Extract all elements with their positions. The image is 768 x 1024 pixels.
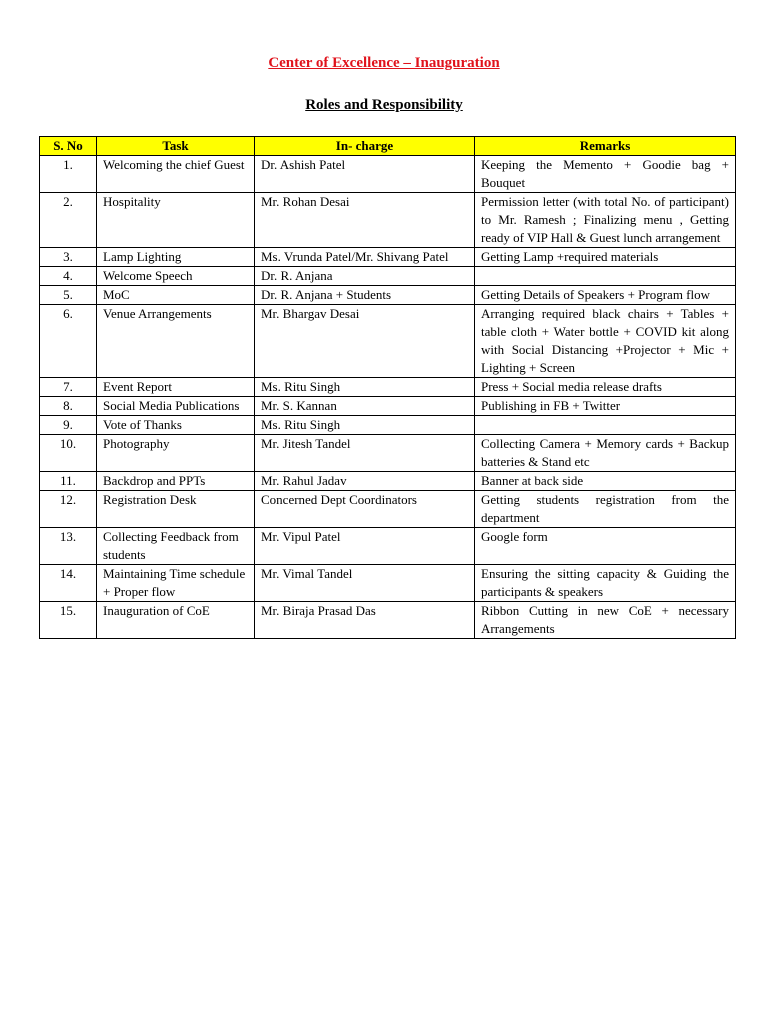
table-row — [40, 397, 736, 416]
cell-incharge: Ms. Vrunda Patel/Mr. Shivang Patel — [255, 248, 475, 267]
cell-sno: 7. — [40, 378, 97, 397]
cell-remarks: Ribbon Cutting in new CoE + necessary Arrangements — [475, 602, 736, 639]
cell-task: Registration Desk — [97, 491, 255, 528]
cell-task: Maintaining Time schedule + Proper flow — [97, 565, 255, 602]
cell-sno: 2. — [40, 193, 97, 248]
cell-sno: 8. — [40, 397, 97, 416]
cell-remarks: Press + Social media release drafts — [475, 378, 736, 397]
table-row — [40, 491, 736, 528]
table-row — [40, 248, 736, 267]
cell-incharge: Dr. R. Anjana — [255, 267, 475, 286]
header-remarks: Remarks — [475, 137, 736, 156]
cell-task: Photography — [97, 435, 255, 472]
cell-sno: 5. — [40, 286, 97, 305]
cell-sno: 6. — [40, 305, 97, 378]
cell-remarks: Permission letter (with total No. of participant) to Mr. Ramesh ; Finalizing menu , Getting ready of VIP Hall & Guest lunch arrangement — [475, 193, 736, 248]
cell-remarks — [475, 267, 736, 286]
cell-sno: 11. — [40, 472, 97, 491]
table-header-row — [40, 137, 736, 156]
cell-task: Social Media Publications — [97, 397, 255, 416]
cell-remarks: Getting Details of Speakers + Program flow — [475, 286, 736, 305]
cell-sno: 12. — [40, 491, 97, 528]
cell-task: Inauguration of CoE — [97, 602, 255, 639]
cell-incharge: Ms. Ritu Singh — [255, 416, 475, 435]
table-body — [40, 156, 736, 639]
cell-task: Venue Arrangements — [97, 305, 255, 378]
header-task: Task — [97, 137, 255, 156]
cell-task: Collecting Feedback from students — [97, 528, 255, 565]
cell-remarks: Collecting Camera + Memory cards + Backup batteries & Stand etc — [475, 435, 736, 472]
cell-sno: 9. — [40, 416, 97, 435]
table-row — [40, 472, 736, 491]
cell-remarks: Keeping the Memento + Goodie bag + Bouquet — [475, 156, 736, 193]
cell-sno: 3. — [40, 248, 97, 267]
table-row — [40, 528, 736, 565]
cell-task: Event Report — [97, 378, 255, 397]
cell-task: Vote of Thanks — [97, 416, 255, 435]
table-row — [40, 305, 736, 378]
table-row — [40, 435, 736, 472]
cell-task: Lamp Lighting — [97, 248, 255, 267]
cell-sno: 15. — [40, 602, 97, 639]
table-row — [40, 565, 736, 602]
cell-sno: 10. — [40, 435, 97, 472]
cell-incharge: Mr. Jitesh Tandel — [255, 435, 475, 472]
header-incharge: In- charge — [255, 137, 475, 156]
cell-task: Welcoming the chief Guest — [97, 156, 255, 193]
cell-remarks: Arranging required black chairs + Tables + table cloth + Water bottle + COVID kit along with Social Distancing +Projector + Mic + Lighting + Screen — [475, 305, 736, 378]
table-row — [40, 286, 736, 305]
cell-remarks: Getting Lamp +required materials — [475, 248, 736, 267]
document-subtitle: Roles and Responsibility — [305, 97, 463, 113]
cell-incharge: Ms. Ritu Singh — [255, 378, 475, 397]
cell-sno: 13. — [40, 528, 97, 565]
cell-incharge: Mr. Vimal Tandel — [255, 565, 475, 602]
cell-incharge: Dr. R. Anjana + Students — [255, 286, 475, 305]
table-row — [40, 156, 736, 193]
cell-task: Backdrop and PPTs — [97, 472, 255, 491]
table-row — [40, 267, 736, 286]
roles-table — [39, 136, 736, 639]
cell-sno: 4. — [40, 267, 97, 286]
cell-remarks: Banner at back side — [475, 472, 736, 491]
cell-sno: 14. — [40, 565, 97, 602]
cell-task: MoC — [97, 286, 255, 305]
table-row — [40, 193, 736, 248]
cell-incharge: Mr. S. Kannan — [255, 397, 475, 416]
cell-incharge: Mr. Biraja Prasad Das — [255, 602, 475, 639]
cell-remarks: Ensuring the sitting capacity & Guiding the participants & speakers — [475, 565, 736, 602]
cell-incharge: Dr. Ashish Patel — [255, 156, 475, 193]
cell-sno: 1. — [40, 156, 97, 193]
table-row — [40, 602, 736, 639]
header-sno: S. No — [40, 137, 97, 156]
cell-remarks — [475, 416, 736, 435]
document-title: Center of Excellence – Inauguration — [268, 55, 500, 71]
cell-incharge: Mr. Vipul Patel — [255, 528, 475, 565]
cell-task: Hospitality — [97, 193, 255, 248]
table-row — [40, 416, 736, 435]
cell-incharge: Mr. Rahul Jadav — [255, 472, 475, 491]
cell-incharge: Mr. Bhargav Desai — [255, 305, 475, 378]
cell-remarks: Publishing in FB + Twitter — [475, 397, 736, 416]
cell-task: Welcome Speech — [97, 267, 255, 286]
cell-remarks: Getting students registration from the department — [475, 491, 736, 528]
cell-incharge: Concerned Dept Coordinators — [255, 491, 475, 528]
table-row — [40, 378, 736, 397]
cell-remarks: Google form — [475, 528, 736, 565]
cell-incharge: Mr. Rohan Desai — [255, 193, 475, 248]
